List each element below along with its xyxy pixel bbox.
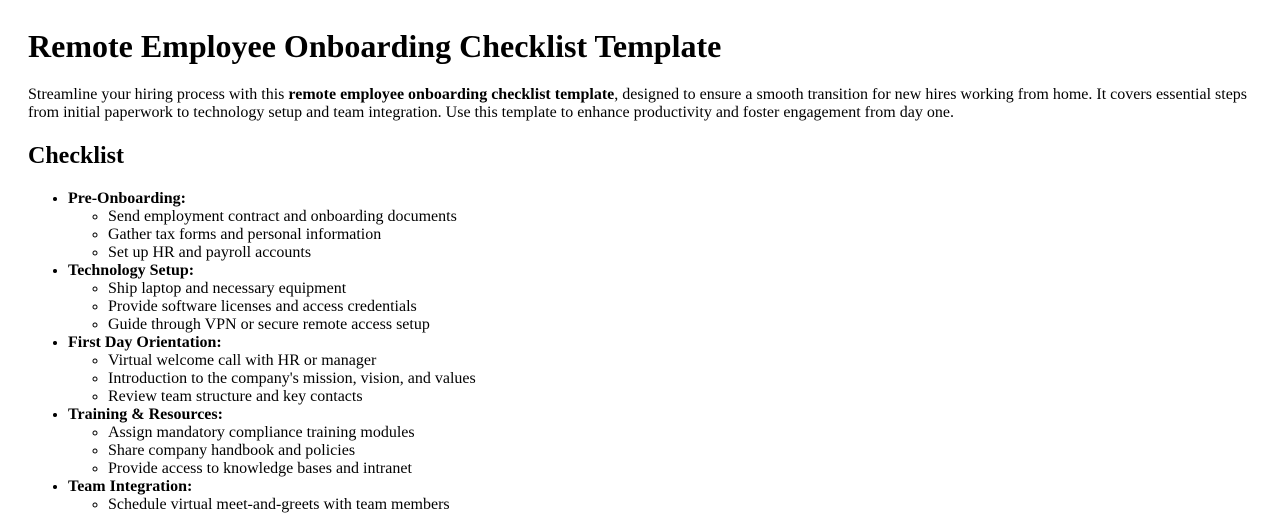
checklist-section [68, 262, 1258, 334]
checklist-heading: Checklist [28, 143, 124, 169]
checklist-item: ◦ Provide software licenses and access credentials [108, 298, 1258, 316]
section-label: Training & Resources: [68, 406, 223, 423]
checklist-section [68, 334, 1258, 406]
checklist-item: ◦ Virtual welcome call with HR or manager [108, 352, 1258, 370]
document [0, 28, 1278, 514]
section-label: First Day Orientation: [68, 334, 222, 351]
checklist-item: ◦ Set up HR and payroll accounts [108, 244, 1258, 262]
section-label: Technology Setup: [68, 262, 195, 279]
section-items [68, 424, 1258, 478]
section-items [68, 280, 1258, 334]
checklist-item: ◦ Review team structure and key contacts [108, 388, 1258, 406]
intro-text-bold: remote employee onboarding checklist template [288, 86, 615, 103]
checklist-item: ◦ Provide access to knowledge bases and intranet [108, 460, 1258, 478]
section-label: Team Integration: [68, 478, 193, 495]
checklist-item: ◦ Schedule virtual meet-and-greets with team members [108, 496, 1258, 514]
checklist-item: ◦ Introduction to the company's mission, vision, and values [108, 370, 1258, 388]
intro-paragraph [28, 86, 1258, 122]
checklist-item: ◦ Ship laptop and necessary equipment [108, 280, 1258, 298]
section-items [68, 352, 1258, 406]
section-items [68, 208, 1258, 262]
checklist-section [68, 478, 1258, 514]
checklist-item: ◦ Guide through VPN or secure remote access setup [108, 316, 1258, 334]
section-items [68, 496, 1258, 514]
checklist-item: ◦ Send employment contract and onboarding documents [108, 208, 1258, 226]
checklist-section [68, 190, 1258, 262]
checklist-item: ◦ Gather tax forms and personal information [108, 226, 1258, 244]
checklist-item: ◦ Share company handbook and policies [108, 442, 1258, 460]
checklist-item: ◦ Assign mandatory compliance training modules [108, 424, 1258, 442]
checklist [28, 190, 1258, 514]
checklist-section [68, 406, 1258, 478]
section-label: Pre-Onboarding: [68, 190, 186, 207]
intro-text-before: Streamline your hiring process with this [28, 86, 289, 103]
intro-text-after: , designed to ensure a smooth transition for new hires working from home. It covers essential steps from initial paperwork to technology setup and team integration. Use this template to enhance productivity and foster engagement from day one. [28, 86, 1248, 121]
page-title: Remote Employee Onboarding Checklist Template [28, 28, 722, 64]
